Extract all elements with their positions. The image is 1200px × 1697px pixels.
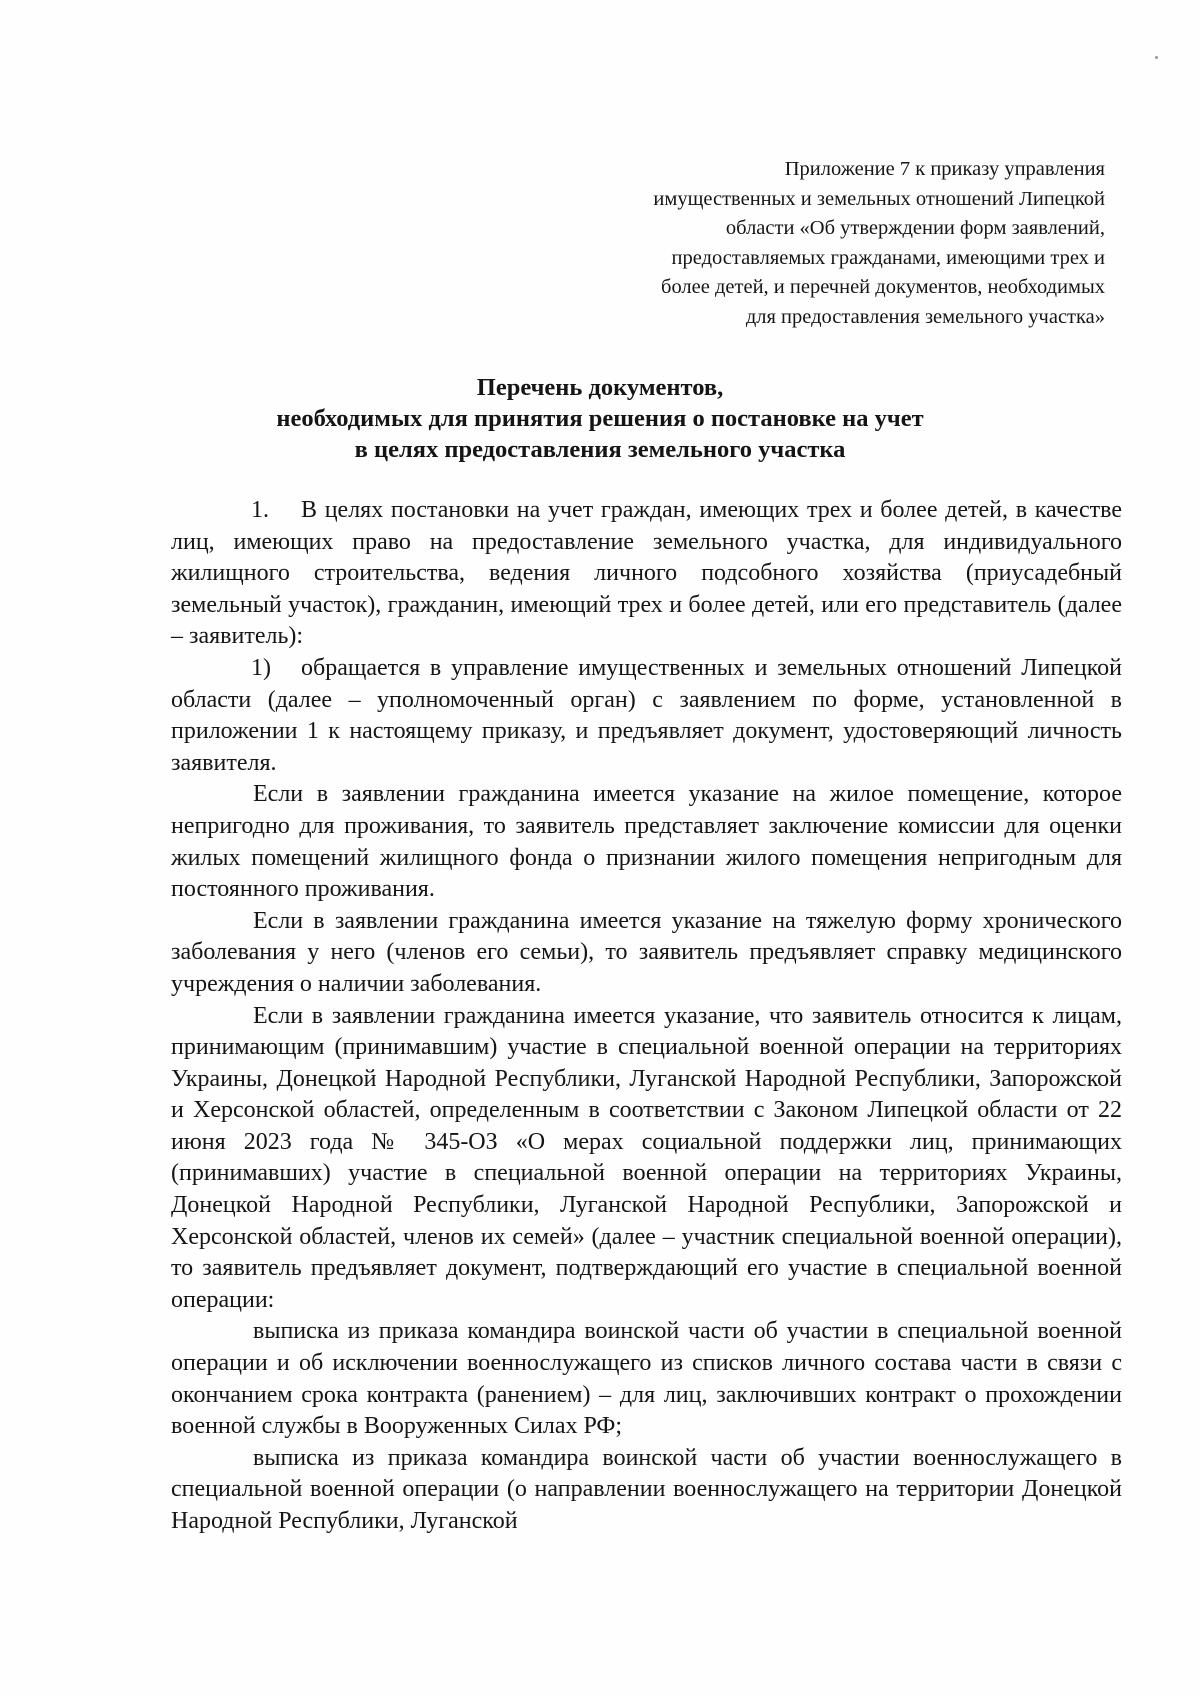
subitem-1-number: 1) — [251, 654, 271, 681]
item-1-number: 1. — [251, 497, 269, 523]
appendix-line: более детей, и перечней документов, необходимых — [661, 276, 1105, 298]
svo-paragraph: Если в заявлении гражданина имеется указание, что заявитель относится к лицам, принимающим (принимавшим) участие в специальной военной операции на территориях Украины, Донецкой Народной Республики, Луганской Народной Республики, Запорожской и Херсонской областей, определенным в соответствии с Законом Липецкой области от 22 июня 2023 года № 345-ОЗ «О мерах социальной поддержки лиц, принимающих (принимавших) участие в специальной военной операции на территориях Украины, Донецкой Народной Республики, Луганской Народной Республики, Запорожской и Херсонской областей, членов их семей» (далее – участник специальной военной операции), то заявитель предъявляет документ, подтверждающий его участие в специальной военной операции: — [171, 1002, 1122, 1313]
housing-paragraph: Если в заявлении гражданина имеется указание на жилое помещение, которое непригодно для проживания, то заявитель представляет заключение комиссии для оценки жилых помещений жилищного фонда о признании жилого помещения непригодным для постоянного проживания. — [171, 781, 1122, 903]
appendix-line: области «Об утверждении форм заявлений, — [725, 217, 1105, 239]
disease-paragraph: Если в заявлении гражданина имеется указание на тяжелую форму хронического заболевания у него (членов его семьи), то заявитель предъявляет справку медицинского учреждения о наличии заболевания. — [171, 907, 1122, 997]
title-line: в целях предоставления земельного участка — [354, 436, 846, 463]
appendix-line: предоставляемых гражданами, имеющими трех и — [671, 246, 1105, 269]
appendix-header — [545, 155, 1105, 332]
document-title — [0, 372, 1200, 465]
title-line: Перечень документов, — [476, 374, 724, 401]
subitem-1-text: обращается в управление имущественных и земельных отношений Липецкой области (далее – уполномоченный орган) с заявлением по форме, установленной в приложении 1 к настоящему приказу, и предъявляет документ, удостоверяющий личность заявителя. — [171, 654, 1122, 776]
extract-1-paragraph: выписка из приказа командира воинской части об участии в специальной военной операции и об исключении военнослужащего из списков личного состава части в связи с окончанием срока контракта (ранением) – для лиц, заключивших контракт о прохождении военной службы в Вооруженных Силах РФ; — [171, 1318, 1122, 1440]
appendix-line: имущественных и земельных отношений Липецкой — [653, 187, 1105, 210]
item-1-text: В целях постановки на учет граждан, имеющих трех и более детей, в качестве лиц, имеющих право на предоставление земельного участка, для индивидуального жилищного строительства, ведения личного подсобного хозяйства (приусадебный земельный участок), гражданин, имеющий трех и более детей, или его представитель (далее – заявитель): — [171, 497, 1122, 650]
appendix-line: Приложение 7 к приказу управления — [784, 158, 1105, 180]
title-line: необходимых для принятия решения о постановке на учет — [276, 405, 924, 432]
appendix-line: для предоставления земельного участка» — [745, 305, 1105, 328]
subitem-1-paragraph — [171, 653, 1122, 779]
item-1-paragraph — [171, 495, 1122, 653]
scan-speck — [1155, 56, 1158, 59]
extract-2-paragraph: выписка из приказа командира воинской части об участии военнослужащего в специальной военной операции (о направлении военнослужащего на территории Донецкой Народной Республики, Луганской — [171, 1444, 1122, 1534]
document-body — [171, 495, 1122, 1538]
